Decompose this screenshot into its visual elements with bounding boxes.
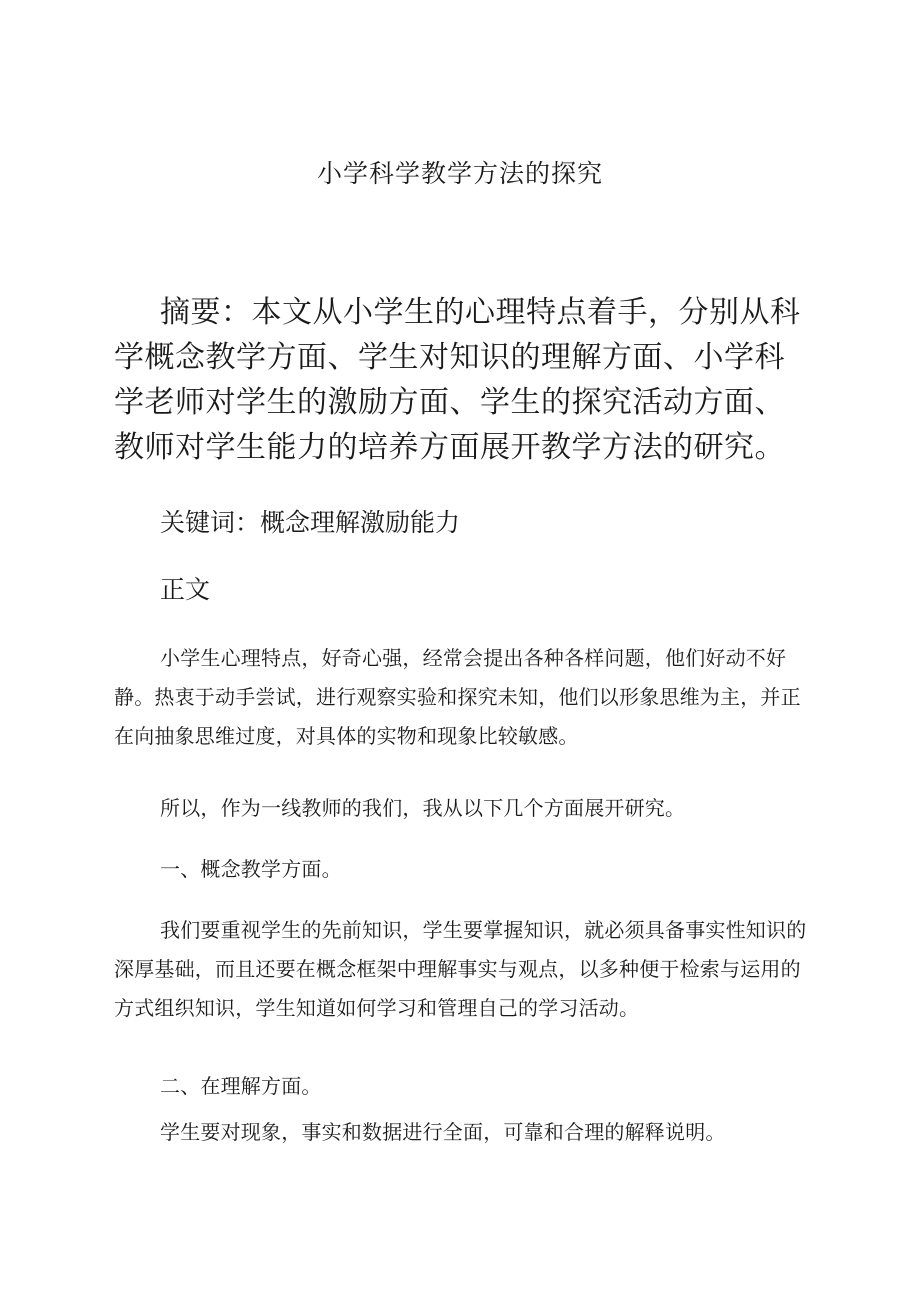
document-title: 小学科学教学方法的探究 bbox=[316, 159, 603, 188]
keywords-line: 关键词：概念理解激励能力 bbox=[160, 508, 461, 537]
abstract-paragraph: 摘要：本文从小学生的心理特点着手，分别从科学概念教学方面、学生对知识的理解方面、小学科学老师对学生的激励方面、学生的探究活动方面、教师对学生能力的培养方面展开教学方法的研究。 bbox=[114, 295, 801, 465]
paragraph-prior-knowledge: 我们要重视学生的先前知识，学生要掌握知识，就必须具备事实性知识的深厚基础，而且还要在概念框架中理解事实与观点，以多种便于检索与运用的方式组织知识，学生知道如何学习和管理自己的学习活动。 bbox=[114, 918, 807, 1020]
section-heading-understanding: 二、在理解方面。 bbox=[160, 1074, 322, 1098]
paragraph-psychology: 小学生心理特点，好奇心强，经常会提出各种各样问题，他们好动不好静。热衷于动手尝试，进行观察实验和探究未知，他们以形象思维为主，并正在向抽象思维过度，对具体的实物和现象比较敏感。 bbox=[114, 646, 801, 748]
section-heading-concept-teaching: 一、概念教学方面。 bbox=[160, 857, 342, 881]
paragraph-explanation: 学生要对现象，事实和数据进行全面，可靠和合理的解释说明。 bbox=[160, 1120, 726, 1144]
paragraph-research-intro: 所以，作为一线教师的我们，我从以下几个方面展开研究。 bbox=[160, 796, 686, 820]
body-heading: 正文 bbox=[160, 575, 211, 604]
